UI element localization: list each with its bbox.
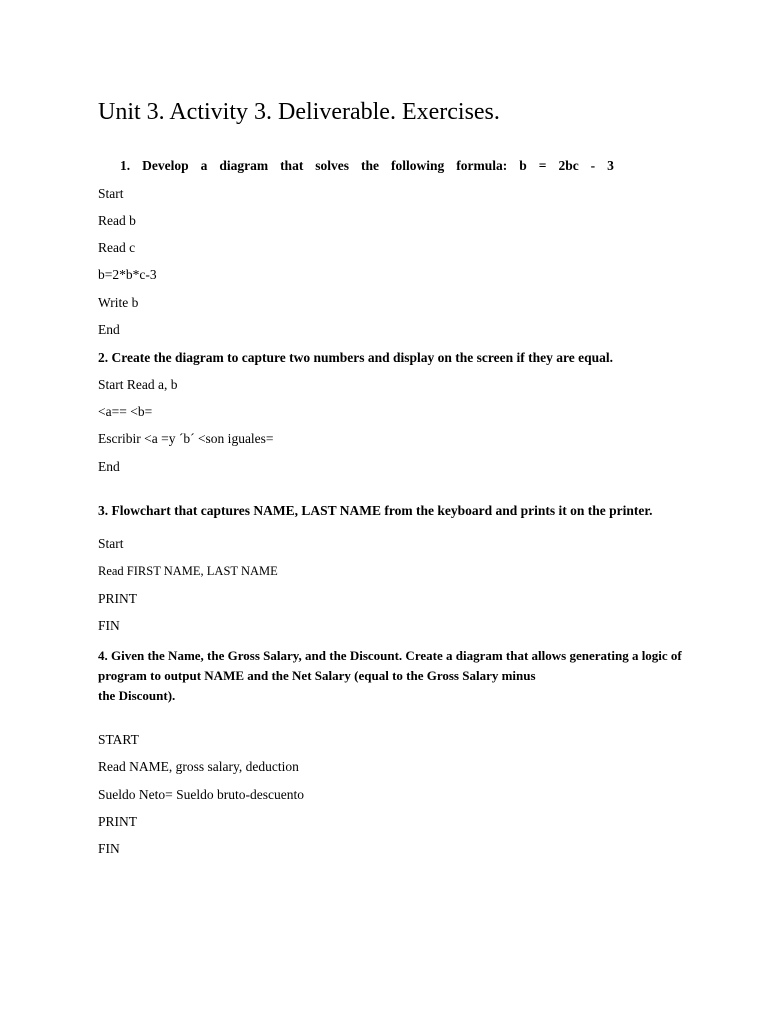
q4-line: START	[98, 732, 139, 747]
q1-word: formula:	[456, 158, 508, 173]
q2-line: <a== <b=	[98, 404, 153, 419]
q2-line: Start Read a, b	[98, 377, 178, 392]
q1-word: a	[200, 158, 208, 173]
q1-word: diagram	[219, 158, 269, 173]
q3-line: Read FIRST NAME, LAST NAME	[98, 564, 278, 578]
q2-line: End	[98, 459, 120, 474]
q1-line: Read b	[98, 213, 136, 228]
q4-line: Read NAME, gross salary, deduction	[98, 759, 299, 774]
q4-line: Sueldo Neto= Sueldo bruto-descuento	[98, 787, 304, 802]
q1-word: that	[280, 158, 304, 173]
q1-word: =	[538, 158, 547, 173]
q1-word: solves	[315, 158, 350, 173]
q1-word: following	[391, 158, 445, 173]
q1-word: -	[590, 158, 596, 173]
q1-line: b=2*b*c-3	[98, 267, 157, 282]
question-4-heading-line: the Discount).	[98, 688, 176, 703]
q3-line: Start	[98, 536, 124, 551]
q1-line: End	[98, 322, 120, 337]
q4-line: FIN	[98, 841, 120, 856]
q3-line: FIN	[98, 618, 120, 633]
question-1-heading	[120, 157, 614, 175]
q4-line: PRINT	[98, 814, 138, 829]
q1-word: b	[519, 158, 527, 173]
question-2-heading: 2. Create the diagram to capture two numbers and display on the screen if they are equal.	[98, 350, 613, 365]
q1-word: 3	[607, 158, 614, 173]
q1-line: Start	[98, 186, 124, 201]
document-title: Unit 3. Activity 3. Deliverable. Exercises.	[98, 99, 500, 125]
q1-line: Write b	[98, 295, 139, 310]
q1-word: 2bc	[558, 158, 579, 173]
q1-line: Read c	[98, 240, 136, 255]
q1-word: the	[361, 158, 380, 173]
question-4-heading-line: program to output NAME and the Net Salary (equal to the Gross Salary minus	[98, 668, 536, 683]
q1-word: 1.	[120, 158, 131, 173]
q2-line: Escribir <a =y ´b´ <son iguales=	[98, 431, 274, 446]
q3-line: PRINT	[98, 591, 138, 606]
q1-word: Develop	[142, 158, 189, 173]
question-4-heading-line: 4. Given the Name, the Gross Salary, and the Discount. Create a diagram that allows generating a logic of	[98, 648, 682, 663]
question-3-heading: 3. Flowchart that captures NAME, LAST NAME from the keyboard and prints it on the printer.	[98, 503, 653, 518]
